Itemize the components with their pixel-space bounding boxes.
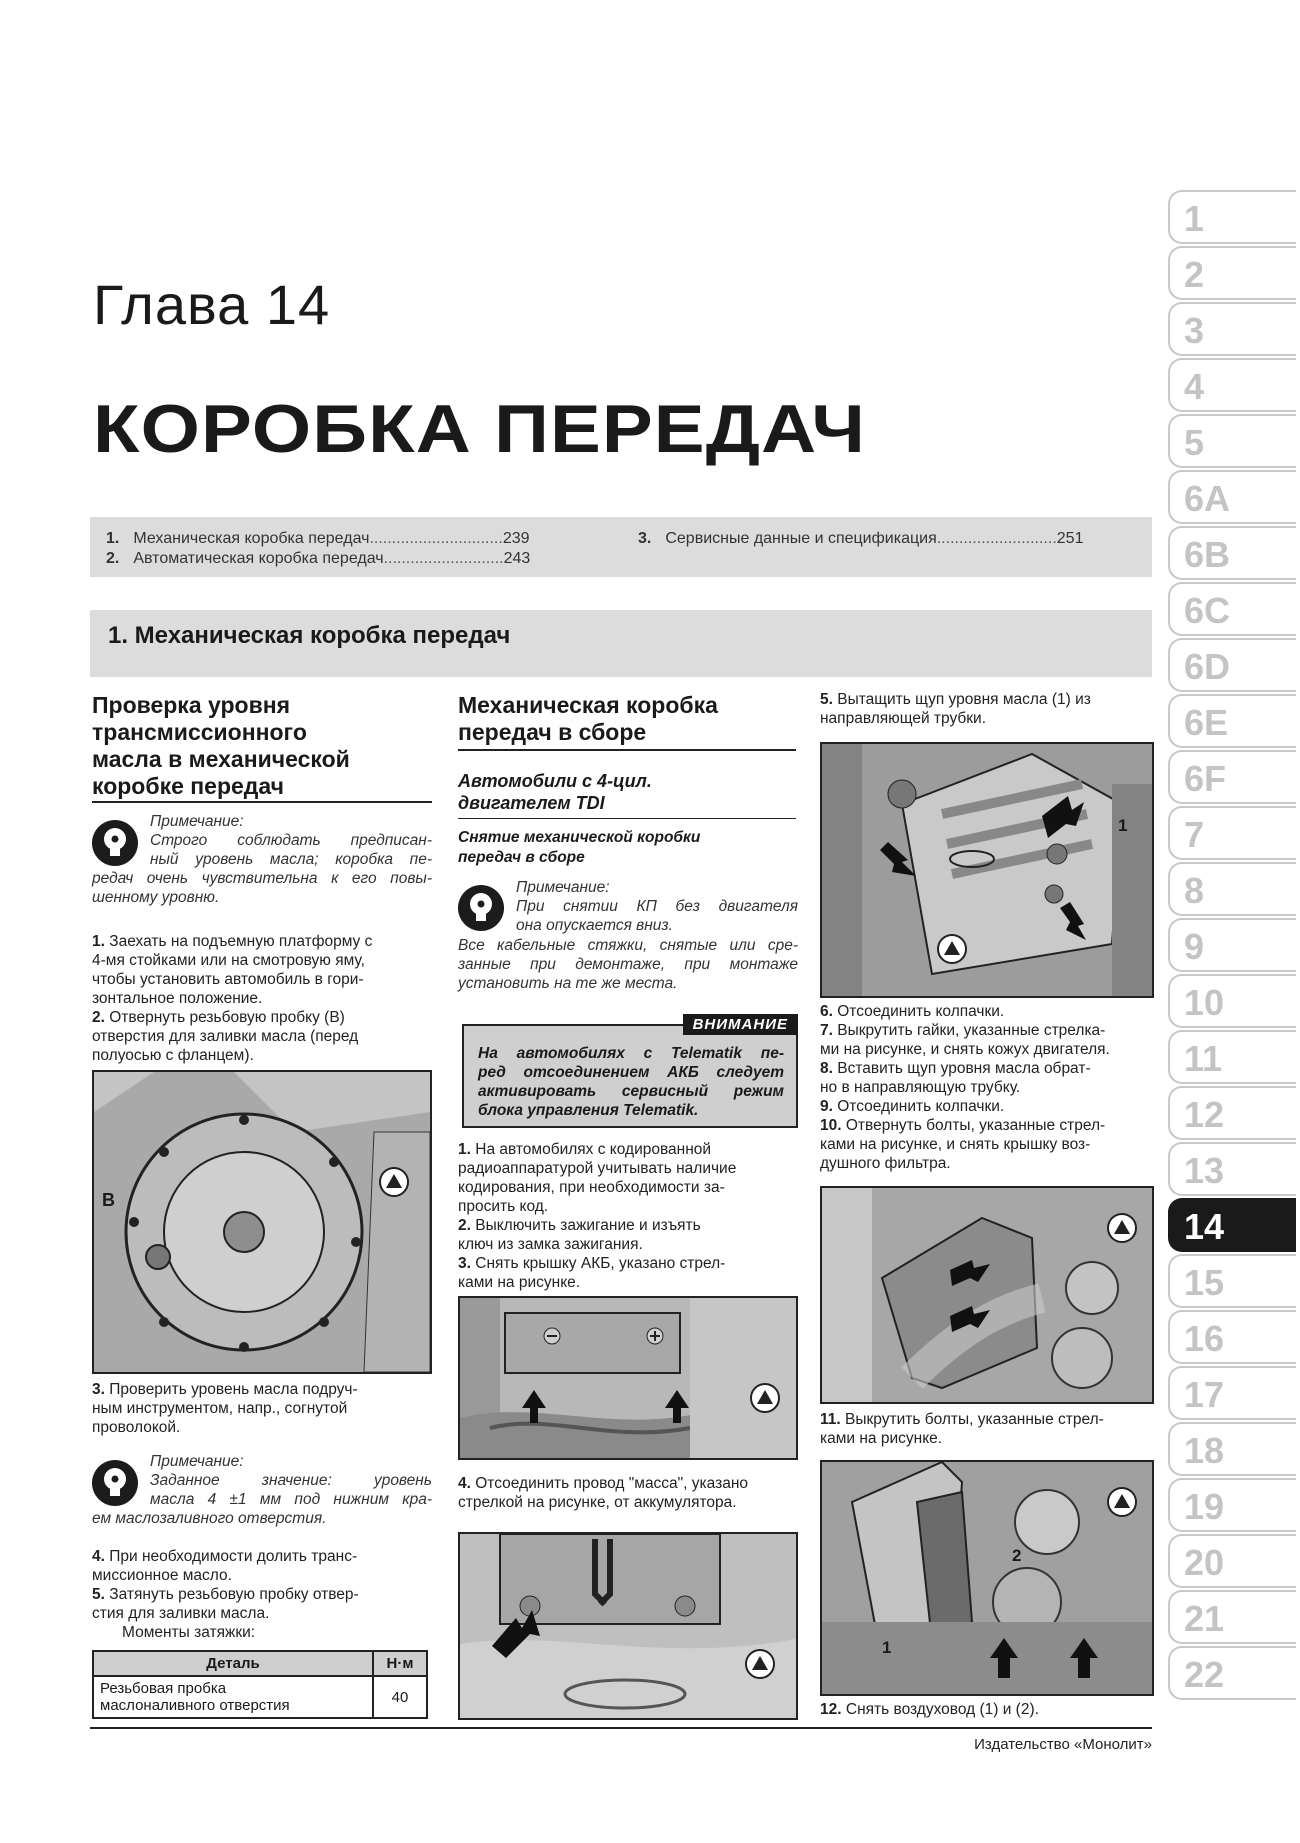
- chapter-tab-label: 10: [1184, 982, 1225, 1023]
- col3-step-12: 12. Снять воздуховод (1) и (2).: [820, 1701, 1039, 1718]
- col1-heading: Проверка уровня трансмиссионного масла в механической коробке передач: [92, 692, 350, 799]
- chapter-tab-label: 3: [1184, 310, 1205, 351]
- chapter-tab-6d[interactable]: [1168, 638, 1296, 692]
- figure-label: 2: [1012, 1546, 1022, 1565]
- note-text: Заданное значение: уровень: [150, 1472, 432, 1489]
- chapter-tab-label: 15: [1184, 1262, 1225, 1303]
- chapter-tab-12[interactable]: [1168, 1086, 1296, 1140]
- note-text: ем маслозаливного отверстия.: [92, 1510, 327, 1527]
- chapter-tab-13[interactable]: [1168, 1142, 1296, 1196]
- chapter-tab-9[interactable]: [1168, 918, 1296, 972]
- col2-subheading-2: Снятие механической коробки передач в сборе: [458, 829, 701, 866]
- toc-text: Сервисные данные и спецификация: [665, 530, 937, 547]
- chapter-tab-label: 18: [1184, 1430, 1225, 1471]
- chapter-tab-15[interactable]: [1168, 1254, 1296, 1308]
- col2-step-4: 4. Отсоединить провод "масса", указано стрелкой на рисунке, от аккумулятора.: [458, 1475, 749, 1511]
- chapter-tab-label: 6C: [1184, 590, 1231, 631]
- note-label: Примечание:: [150, 813, 244, 830]
- chapter-tab-label: 21: [1184, 1598, 1225, 1639]
- toc-text: Механическая коробка передач: [133, 530, 370, 547]
- chapter-label: Глава 14: [93, 273, 331, 336]
- toc-page: 243: [503, 550, 531, 567]
- chapter-tab-label: 6B: [1184, 534, 1231, 575]
- torque-table: [92, 1650, 428, 1719]
- col2-heading: Механическая коробка передач в сборе: [458, 692, 718, 745]
- section-title: 1. Механическая коробка передач: [108, 622, 511, 649]
- note-text: она опускается вниз.: [516, 917, 673, 934]
- toc-num: 1.: [106, 530, 120, 547]
- chapter-tab-label: 14: [1184, 1206, 1225, 1247]
- toc-item[interactable]: 1. Механическая коробка передач..............................239: [106, 530, 530, 547]
- col2-steps-1-3: 1. На автомобилях с кодированной радиоаппаратурой учитывать наличие кодирования, при необходимости за- просить код. 2. Выключить зажигание и изъять ключ из замка зажигания. 3. Снять крышку АКБ, указано стрел- ками на рисунке.: [458, 1141, 737, 1291]
- note-text: установить на те же места.: [458, 975, 678, 992]
- table-row: Резьбовая пробка маслоналивного отверстия 40: [93, 1676, 427, 1718]
- chapter-tab-label: 2: [1184, 254, 1205, 295]
- chapter-tab-label: 19: [1184, 1486, 1225, 1527]
- col1-steps-4-5: 4. При необходимости долить транс- миссионное масло. 5. Затянуть резьбовую пробку отвер- стия для заливки масла. Моменты затяжки:: [92, 1548, 359, 1641]
- warning-lightbulb-icon: [92, 820, 138, 866]
- note-text: При снятии КП без двигателя: [516, 898, 798, 915]
- col1-step-3: 3. Проверить уровень масла подруч- ным инструментом, напр., согнутой проволокой.: [92, 1381, 358, 1436]
- chapter-tab-3[interactable]: [1168, 302, 1296, 356]
- warning-box: ВНИМАНИЕ На автомобилях с Telematik пе- ред отсоединением АКБ следует активировать сервисный режим блока управления Telematik.: [462, 1024, 798, 1128]
- chapter-tab-14[interactable]: [1168, 1198, 1296, 1252]
- chapter-tab-19[interactable]: [1168, 1478, 1296, 1532]
- figure-label: 1: [882, 1638, 892, 1657]
- figure-gearbox-drain-plug: [92, 1070, 432, 1374]
- chapter-tab-label: 12: [1184, 1094, 1225, 1135]
- chapter-tab-6b[interactable]: [1168, 526, 1296, 580]
- col2-subheading: Автомобили с 4-цил. двигателем TDI: [458, 771, 652, 813]
- col3-step-11: 11. Выкрутить болты, указанные стрел- ками на рисунке.: [820, 1411, 1104, 1447]
- warning-lightbulb-icon: [92, 1460, 138, 1506]
- chapter-tab-21[interactable]: [1168, 1590, 1296, 1644]
- chapter-tab-1[interactable]: [1168, 190, 1296, 244]
- chapter-tab-2[interactable]: [1168, 246, 1296, 300]
- col1-steps-1-2: 1. Заехать на подъемную платформу с 4-мя стойками или на смотровую яму, чтобы установить автомобиль в гори- зонтальное положение. 2. Отвернуть резьбовую пробку (B) отверстия для заливки масла (перед полуосью с фланцем).: [92, 933, 373, 1064]
- note-text: Строго соблюдать предписан-: [150, 832, 432, 849]
- toc-num: 3.: [638, 530, 652, 547]
- chapter-title: КОРОБКА ПЕРЕДАЧ: [93, 391, 867, 467]
- chapter-tab-label: 8: [1184, 870, 1205, 911]
- figure-ground-cable: [458, 1532, 798, 1720]
- chapter-tab-11[interactable]: [1168, 1030, 1296, 1084]
- chapter-tab-label: 6F: [1184, 758, 1227, 799]
- chapter-tab-label: 22: [1184, 1654, 1225, 1695]
- figure-air-duct: [820, 1460, 1154, 1696]
- chapter-tab-7[interactable]: [1168, 806, 1296, 860]
- chapter-tab-label: 4: [1184, 366, 1205, 407]
- note-text: шенному уровню.: [92, 889, 220, 906]
- col3-steps-6-10: 6. Отсоединить колпачки. 7. Выкрутить гайки, указанные стрелка- ми на рисунке, и снять кожух двигателя. 8. Вставить щуп уровня масла обрат- но в направляющую трубку. 9. Отсоединить колпачки. 10. Отвернуть болты, указанные стрел- ками на рисунке, и снять крышку воз- душного фильтра.: [820, 1003, 1110, 1172]
- chapter-tab-label: 5: [1184, 422, 1205, 463]
- toc-item[interactable]: 2. Автоматическая коробка передач...........................243: [106, 550, 531, 567]
- toc-page: 239: [502, 530, 530, 547]
- note-text: редач очень чувствительна к его повы-: [92, 870, 432, 887]
- figure-label: B: [102, 1190, 115, 1210]
- toc-num: 2.: [106, 550, 120, 567]
- note-text: занные при демонтаже, при монтаже: [458, 956, 798, 973]
- chapter-tab-18[interactable]: [1168, 1422, 1296, 1476]
- chapter-tab-label: 6D: [1184, 646, 1231, 687]
- chapter-tab-6e[interactable]: [1168, 694, 1296, 748]
- toc-text: Автоматическая коробка передач: [133, 550, 384, 567]
- chapter-tab-6a[interactable]: [1168, 470, 1296, 524]
- note-text: Все кабельные стяжки, снятые или сре-: [458, 937, 798, 954]
- chapter-tab-22[interactable]: [1168, 1646, 1296, 1700]
- col3-step-5: 5. Вытащить щуп уровня масла (1) из направляющей трубки.: [820, 691, 1091, 727]
- toc-page: 251: [1056, 530, 1084, 547]
- chapter-tab-6c[interactable]: [1168, 582, 1296, 636]
- chapter-tab-4[interactable]: [1168, 358, 1296, 412]
- table-of-contents: [90, 517, 1152, 577]
- note-text: ный уровень масла; коробка пе-: [150, 851, 432, 868]
- note-label: Примечание:: [516, 879, 610, 896]
- chapter-tab-label: 6A: [1184, 478, 1231, 519]
- note-text: масла 4 ±1 мм под нижним кра-: [150, 1491, 432, 1508]
- chapter-tab-5[interactable]: [1168, 414, 1296, 468]
- figure-battery-cover: [458, 1296, 798, 1460]
- publisher-footer: Издательство «Монолит»: [974, 1736, 1152, 1753]
- chapter-tab-label: 20: [1184, 1542, 1225, 1583]
- table-header: Деталь: [93, 1651, 373, 1676]
- table-header: Н·м: [373, 1651, 427, 1676]
- figure-label: 1: [1118, 816, 1128, 835]
- chapter-tab-label: 7: [1184, 814, 1205, 855]
- figure-air-filter: [820, 1186, 1154, 1404]
- chapter-tab-label: 16: [1184, 1318, 1225, 1359]
- toc-item[interactable]: 3. Сервисные данные и спецификация...........................251: [638, 530, 1084, 547]
- chapter-tab-label: 9: [1184, 926, 1205, 967]
- section-header: [90, 610, 1152, 677]
- chapter-tab-10[interactable]: [1168, 974, 1296, 1028]
- chapter-tab-8[interactable]: [1168, 862, 1296, 916]
- note-label: Примечание:: [150, 1453, 244, 1470]
- chapter-tab-16[interactable]: [1168, 1310, 1296, 1364]
- chapter-tab-label: 17: [1184, 1374, 1225, 1415]
- chapter-tab-20[interactable]: [1168, 1534, 1296, 1588]
- chapter-tab-label: 11: [1184, 1038, 1223, 1079]
- chapter-tab-6f[interactable]: [1168, 750, 1296, 804]
- chapter-tab-label: 1: [1184, 198, 1205, 239]
- chapter-tab-label: 13: [1184, 1150, 1225, 1191]
- chapter-tab-label: 6E: [1184, 702, 1229, 743]
- warning-lightbulb-icon: [458, 885, 504, 931]
- chapter-tab-17[interactable]: [1168, 1366, 1296, 1420]
- warning-tag: ВНИМАНИЕ: [683, 1014, 798, 1035]
- figure-engine-cover: [820, 742, 1154, 998]
